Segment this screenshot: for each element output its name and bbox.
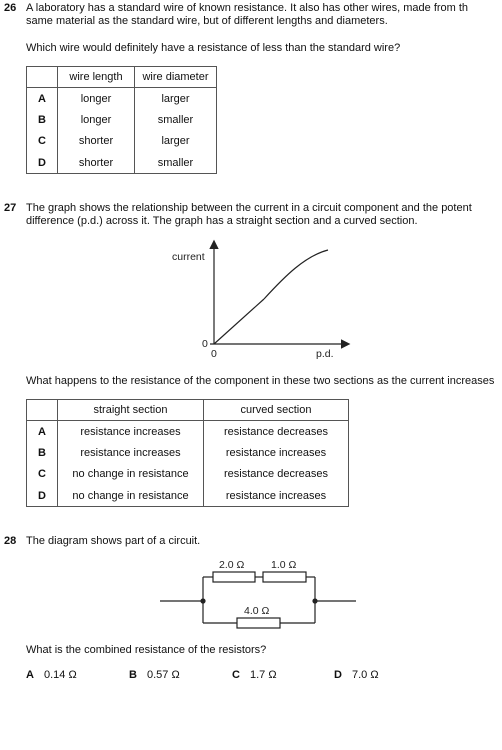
q27-intro-line1: The graph shows the relationship between the current in a circuit component and the potent <box>26 202 472 214</box>
resistor-circuit-diagram <box>155 556 365 636</box>
option-cell: shorter <box>58 131 135 153</box>
y-axis-label: current <box>172 251 205 263</box>
answer-value: 1.7 Ω <box>250 669 277 681</box>
resistor-1-label: 1.0 Ω <box>271 559 297 571</box>
option-row-c[interactable] <box>27 131 217 153</box>
answer-value: 7.0 Ω <box>352 669 379 681</box>
option-row-b[interactable] <box>27 109 217 131</box>
q26-intro-line1: A laboratory has a standard wire of known resistance. It also has other wires, made from th <box>26 2 469 14</box>
answer-b[interactable] <box>129 669 180 681</box>
straight-section-line <box>214 299 264 344</box>
q28-question: What is the combined resistance of the resistors? <box>26 644 267 656</box>
answer-letter: D <box>334 669 342 681</box>
option-cell: no change in resistance <box>58 485 204 507</box>
resistor-4-label: 4.0 Ω <box>244 605 270 617</box>
answer-a[interactable] <box>26 669 77 681</box>
resistor-4-ohm <box>237 618 280 628</box>
option-cell: resistance increases <box>58 421 204 443</box>
option-row-c[interactable] <box>27 464 349 486</box>
q28-number: 28 <box>4 535 17 547</box>
option-cell: no change in resistance <box>58 464 204 486</box>
q26-intro-line2: same material as the standard wire, but of different lengths and diameters. <box>26 15 388 27</box>
curved-section-line <box>264 250 328 299</box>
q26-number: 26 <box>4 2 17 14</box>
option-letter: B <box>27 442 58 464</box>
option-cell: longer <box>58 88 135 110</box>
table-corner <box>27 67 58 88</box>
option-row-d[interactable] <box>27 152 217 174</box>
x-origin-label: 0 <box>211 348 217 360</box>
current-pd-graph <box>160 236 370 366</box>
answer-c[interactable] <box>232 669 277 681</box>
column-header: wire length <box>58 67 135 88</box>
q27-question: What happens to the resistance of the component in these two sections as the current increases <box>26 375 495 387</box>
q27-number: 27 <box>4 202 17 214</box>
table-corner <box>27 400 58 421</box>
resistor-2-label: 2.0 Ω <box>219 559 245 571</box>
y-origin-label: 0 <box>202 338 208 350</box>
option-cell: shorter <box>58 152 135 174</box>
q27-options-table <box>26 399 349 507</box>
q26-question: Which wire would definitely have a resistance of less than the standard wire? <box>26 42 401 54</box>
answer-d[interactable] <box>334 669 379 681</box>
option-row-a[interactable] <box>27 421 349 443</box>
option-letter: C <box>27 464 58 486</box>
q26-options-table <box>26 66 217 174</box>
option-cell: resistance decreases <box>204 464 349 486</box>
column-header: wire diameter <box>135 67 217 88</box>
option-letter: D <box>27 485 58 507</box>
option-row-a[interactable] <box>27 88 217 110</box>
option-cell: resistance increases <box>204 442 349 464</box>
option-cell: longer <box>58 109 135 131</box>
option-cell: larger <box>135 131 217 153</box>
option-letter: B <box>27 109 58 131</box>
option-letter: A <box>27 88 58 110</box>
resistor-1-ohm <box>263 572 306 582</box>
option-row-b[interactable] <box>27 442 349 464</box>
answer-letter: B <box>129 669 137 681</box>
option-cell: resistance increases <box>204 485 349 507</box>
answer-letter: C <box>232 669 240 681</box>
answer-value: 0.14 Ω <box>44 669 77 681</box>
option-cell: resistance decreases <box>204 421 349 443</box>
resistor-2-ohm <box>213 572 255 582</box>
option-cell: smaller <box>135 152 217 174</box>
column-header: straight section <box>58 400 204 421</box>
q28-intro: The diagram shows part of a circuit. <box>26 535 201 547</box>
answer-letter: A <box>26 669 34 681</box>
option-letter: D <box>27 152 58 174</box>
x-axis-label: p.d. <box>316 348 334 360</box>
option-cell: larger <box>135 88 217 110</box>
option-cell: smaller <box>135 109 217 131</box>
column-header: curved section <box>204 400 349 421</box>
option-row-d[interactable] <box>27 485 349 507</box>
answer-value: 0.57 Ω <box>147 669 180 681</box>
option-letter: A <box>27 421 58 443</box>
option-letter: C <box>27 131 58 153</box>
option-cell: resistance increases <box>58 442 204 464</box>
q27-intro-line2: difference (p.d.) across it. The graph has a straight section and a curved section. <box>26 215 418 227</box>
